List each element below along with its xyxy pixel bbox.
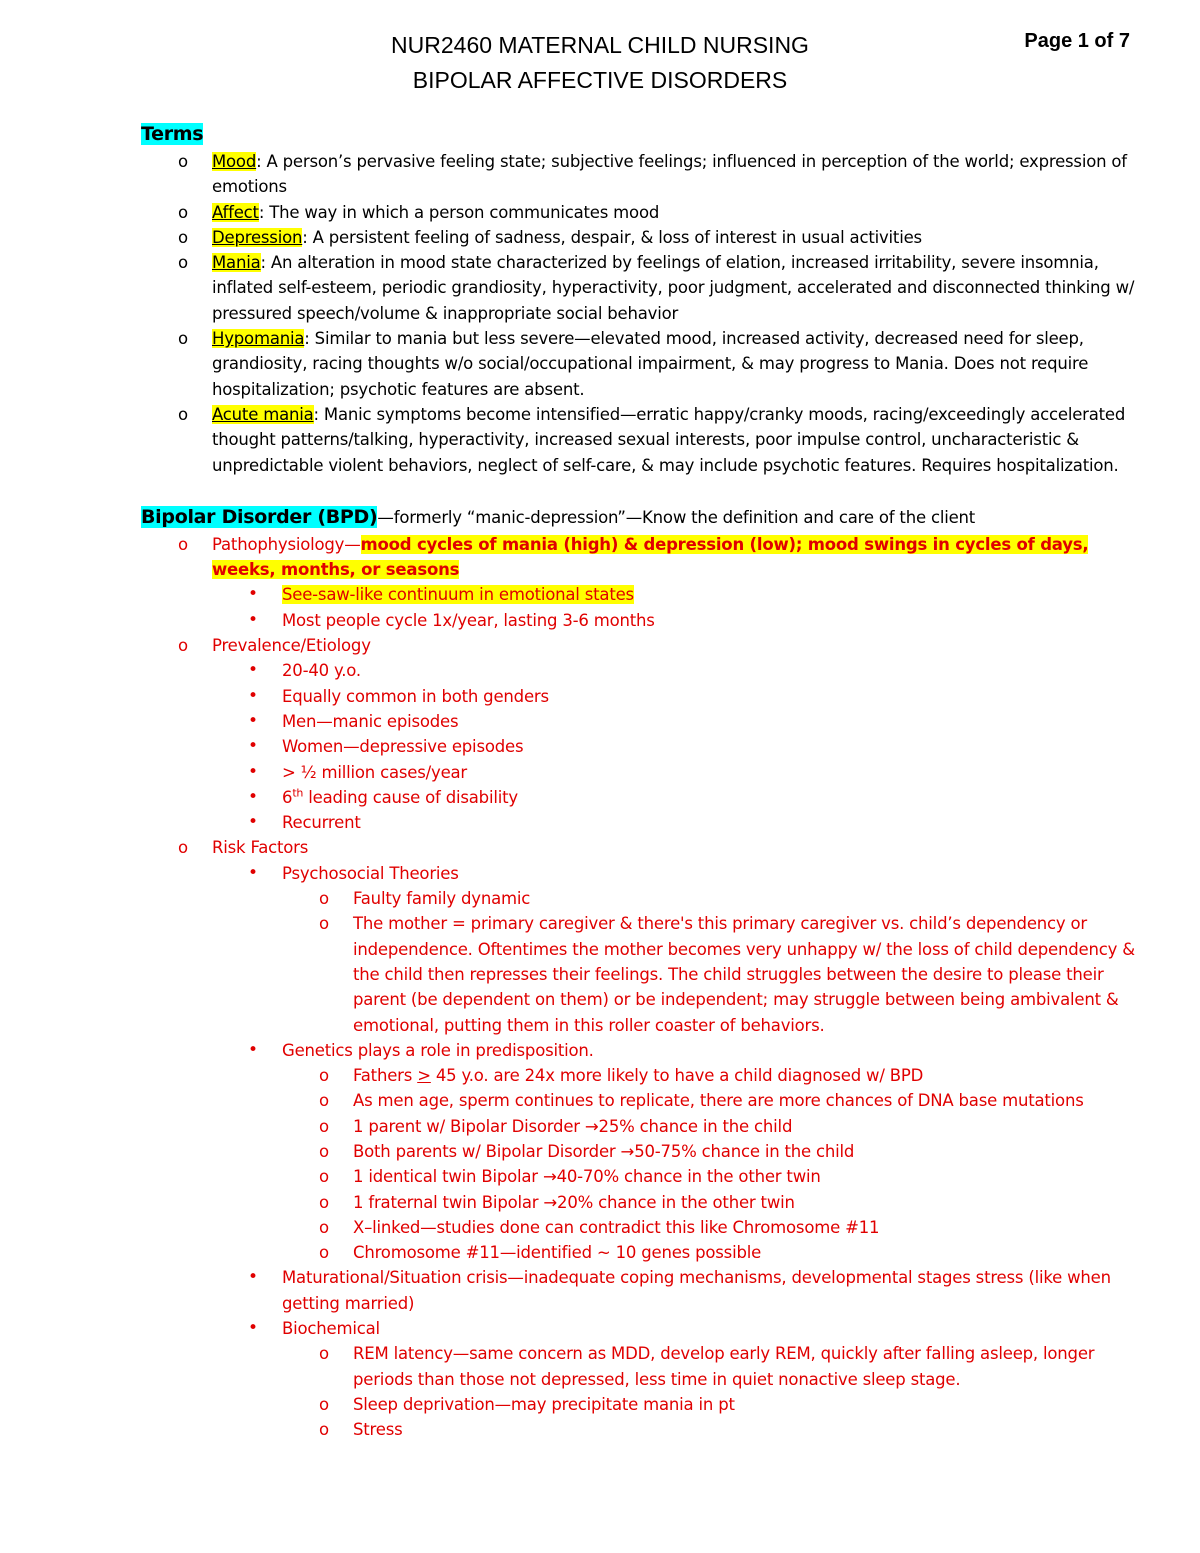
term-item: o Acute mania: Manic symptoms become intensified—erratic happy/cranky moods, racing/exceedingly accelerated thought patterns/talking, hyperactivity, increased sexual interests, poor impulse control, uncharacteristic & unpredictable violent behaviors, neglect of self-care, & may include psychotic features. Requires hospitalization. — [178, 404, 1126, 475]
term-label: Depression — [212, 227, 303, 247]
term-item: o Affect: The way in which a person communicates mood — [178, 202, 660, 222]
list-item: o Chromosome #11—identified ~ 10 genes possible — [319, 1243, 762, 1263]
list-item: o The mother = primary caregiver & there's this primary caregiver vs. child’s dependency or independence. Oftentimes the mother becomes very unhappy w/ the loss of child dependency & the child then represses their feelings. The child struggles between the desire to please their parent (be dependent on them) or be independent; may struggle between being ambivalent & emotional, putting them in this roller coaster of behaviors. — [319, 914, 1135, 1035]
list-item: o Both parents w/ Bipolar Disorder →50-75% chance in the child — [319, 1141, 855, 1161]
list-item: • Recurrent — [248, 812, 361, 833]
list-item: o 1 parent w/ Bipolar Disorder →25% chance in the child — [319, 1116, 793, 1136]
arrow-icon: → — [584, 1116, 599, 1136]
term-definition: : The way in which a person communicates mood — [258, 202, 660, 222]
list-item: • Genetics plays a role in predisposition. — [248, 1039, 594, 1060]
list-item: • 6th leading cause of disability — [248, 786, 518, 807]
term-item: o Mania: An alteration in mood state characterized by feelings of elation, increased irritability, severe insomnia, inflated self-esteem, periodic grandiosity, hyperactivity, poor judgment, accelerated and disconnected thinking w/ pressured speech/volume & inappropriate social behavior — [178, 253, 1135, 323]
term-item: o Mood: A person’s pervasive feeling state; subjective feelings; influenced in perception of the world; expression of emotions — [178, 152, 1127, 197]
list-item: • Maturational/Situation crisis—inadequate coping mechanisms, developmental stages stress (like when getting married) — [248, 1267, 1111, 1313]
list-item: o REM latency—same concern as MDD, develop early REM, quickly after falling asleep, longer periods than those not depressed, less time in quiet nonactive sleep stage. — [319, 1344, 1095, 1389]
term-definition: : Similar to mania but less severe—elevated mood, increased activity, decreased need for sleep, grandiosity, racing thoughts w/o social/occupational impairment, & may progress to Mania. Does not require hospitalization; psychotic features are absent. — [212, 329, 1089, 399]
term-label: Mania — [212, 253, 261, 273]
term-label: Affect — [212, 202, 259, 222]
list-item: o 1 identical twin Bipolar →40-70% chance in the other twin — [319, 1167, 821, 1187]
pathophysiology-label: Pathophysiology— — [212, 534, 361, 554]
list-item: • Women—depressive episodes — [248, 736, 524, 757]
list-item: o 1 fraternal twin Bipolar →20% chance in the other twin — [319, 1192, 795, 1212]
term-definition: : A person’s pervasive feeling state; subjective feelings; influenced in perception of the world; expression of emotions — [212, 152, 1127, 197]
arrow-icon: → — [543, 1192, 558, 1212]
page-number: Page 1 of 7 — [1024, 30, 1130, 52]
list-item: • See-saw-like continuum in emotional states — [248, 584, 634, 605]
term-item: o Hypomania: Similar to mania but less severe—elevated mood, increased activity, decreased need for sleep, grandiosity, racing thoughts w/o social/occupational impairment, & may progress to Mania. Does not require hospitalization; psychotic features are absent. — [178, 329, 1089, 399]
bpd-heading: Bipolar Disorder (BPD) — [141, 505, 378, 528]
list-item: o Sleep deprivation—may precipitate mania in pt — [319, 1394, 735, 1414]
arrow-icon: → — [620, 1141, 635, 1161]
term-item: o Depression: A persistent feeling of sadness, despair, & loss of interest in usual activities — [178, 227, 922, 247]
term-definition: : An alteration in mood state characterized by feelings of elation, increased irritability, severe insomnia, inflated self-esteem, periodic grandiosity, hyperactivity, poor judgment, accelerated and disconnected thinking w/ pressured speech/volume & inappropriate social behavior — [212, 253, 1135, 323]
list-item: • > ½ million cases/year — [248, 761, 468, 782]
document-body — [141, 120, 1141, 1443]
terms-heading: Terms — [141, 123, 204, 145]
list-item: • Equally common in both genders — [248, 685, 549, 706]
term-label: Mood — [212, 152, 257, 171]
pathophysiology-text: mood cycles of mania (high) & depression (low); mood swings in cycles of days, weeks, months, or seasons — [212, 534, 1089, 580]
document-header — [0, 28, 1200, 98]
term-label: Hypomania — [212, 329, 305, 349]
risk-factors-item: o Risk Factors — [178, 838, 309, 858]
list-item: o X–linked—studies done can contradict this like Chromosome #11 — [319, 1217, 880, 1237]
bpd-heading-line — [141, 503, 1141, 532]
term-definition: : A persistent feeling of sadness, despair, & loss of interest in usual activities — [302, 227, 922, 247]
document-title: BIPOLAR AFFECTIVE DISORDERS — [412, 67, 788, 93]
list-item: • Biochemical — [248, 1318, 380, 1339]
list-item: • 20-40 y.o. — [248, 660, 361, 681]
prevalence-item: o Prevalence/Etiology — [178, 636, 371, 656]
term-label: Acute mania — [212, 404, 314, 424]
list-item: o Fathers > 45 y.o. are 24x more likely to have a child diagnosed w/ BPD — [319, 1066, 924, 1086]
list-item: • Psychosocial Theories — [248, 862, 459, 883]
bpd-subheading: —formerly “manic-depression”—Know the definition and care of the client — [377, 507, 976, 527]
list-item: o Faulty family dynamic — [319, 889, 531, 909]
course-title: NUR2460 MATERNAL CHILD NURSING — [391, 32, 809, 58]
list-item: o As men age, sperm continues to replicate, there are more chances of DNA base mutations — [319, 1091, 1084, 1111]
pathophysiology-item: o Pathophysiology—mood cycles of mania (high) & depression (low); mood swings in cycles of days, weeks, months, or seasons — [178, 534, 1089, 580]
term-definition: : Manic symptoms become intensified—erratic happy/cranky moods, racing/exceedingly accelerated thought patterns/talking, hyperactivity, increased sexual interests, poor impulse control, uncharacteristic & unpredictable violent behaviors, neglect of self-care, & may include psychotic features. Requires hospitalization. — [212, 404, 1126, 475]
list-item: o Stress — [319, 1420, 403, 1440]
list-item: • Men—manic episodes — [248, 710, 459, 731]
list-item: • Most people cycle 1x/year, lasting 3-6 months — [248, 609, 655, 630]
arrow-icon: → — [542, 1167, 557, 1187]
